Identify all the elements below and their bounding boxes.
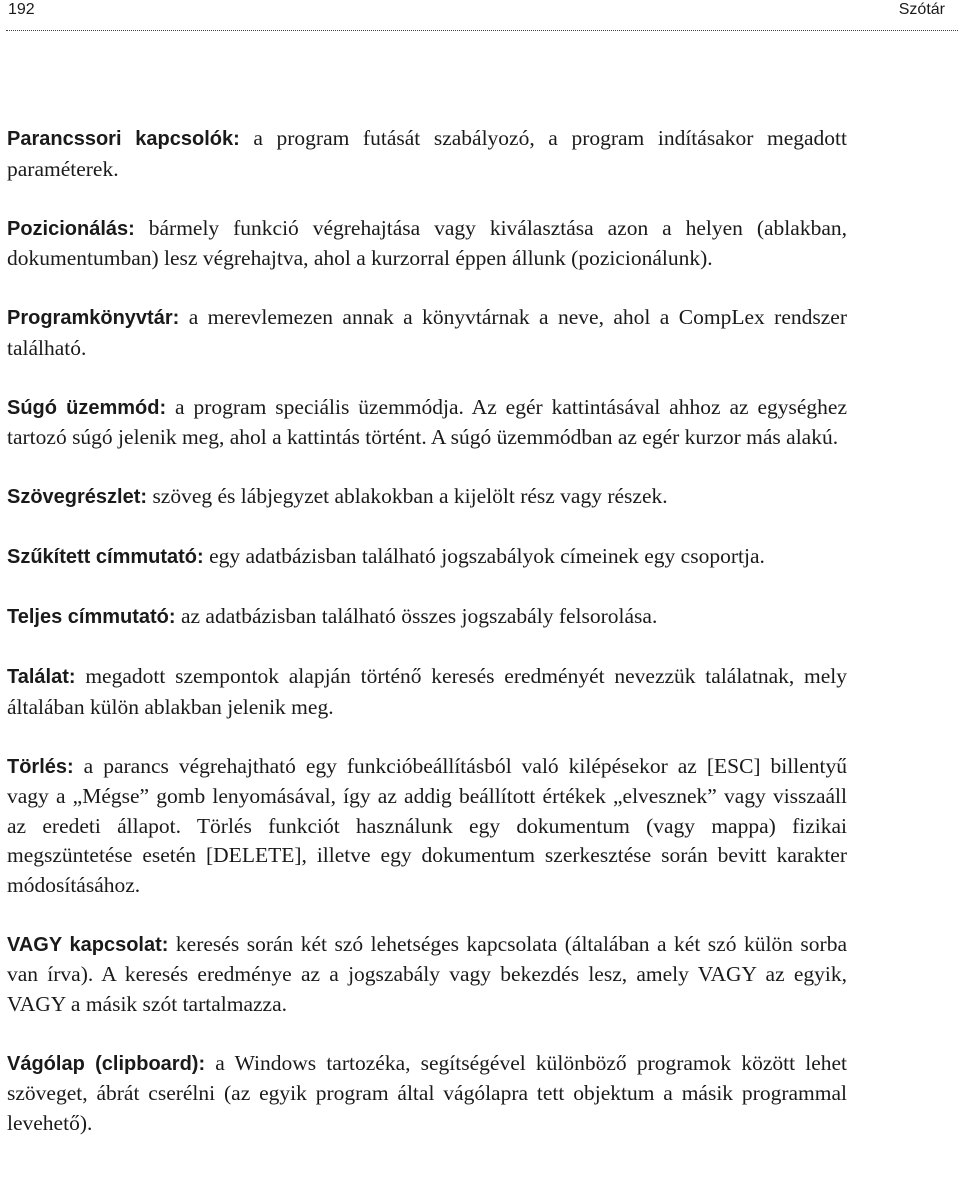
glossary-entry (7, 542, 847, 573)
entry-term: Programkönyvtár: (7, 307, 180, 329)
glossary-entry (7, 752, 847, 901)
entry-term: Vágólap (clipboard): (7, 1052, 206, 1075)
entry-definition: a parancs végrehajtható egy funkcióbeállításból való kilépésekor az [ESC] billentyű vagy a „Mégse” gomb lenyomásával, így az addig beállított értékek „elvesznek” vagy visszaáll az eredeti állapot. Törlés funkciót használunk egy dokumentum (vagy mappa) fizikai megszüntetése esetén [DELETE], illetve egy dokumentum szerkesztése során bevitt karakter módosításához. (7, 753, 847, 897)
entry-definition: az adatbázisban található összes jogszabály felsorolása. (175, 604, 658, 628)
entry-definition: keresés során két szó lehetséges kapcsolata (általában a két szó külön sorba van írva). A keresés eredménye az a jogszabály vagy bekezdés lesz, amely VAGY az egyik, VAGY a másik szót tartalmazza. (7, 931, 847, 1016)
page-header (0, 0, 960, 24)
entry-definition: megadott szempontok alapján történő keresés eredményét nevezzük találatnak, mely általában külön ablakban jelenik meg. (7, 664, 847, 719)
glossary-entry (7, 482, 847, 513)
entry-definition: egy adatbázisban található jogszabályok címeinek egy csoportja. (203, 544, 765, 568)
running-title: Szótár (898, 1, 945, 18)
entry-term: Pozicionálás: (7, 217, 135, 240)
entry-definition: a merevlemezen annak a könyvtárnak a neve, ahol a CompLex rendszer található. (7, 305, 847, 360)
entry-term: Törlés: (7, 755, 74, 778)
entry-term: VAGY kapcsolat: (7, 933, 169, 956)
glossary-entry (7, 214, 847, 274)
entry-term: Teljes címmutató: (7, 606, 176, 628)
entry-term: Szövegrészlet: (7, 486, 148, 508)
entry-term: Parancssori kapcsolók: (7, 128, 240, 150)
glossary-entries (7, 124, 847, 1168)
entry-definition: szöveg és lábjegyzet ablakokban a kijelölt rész vagy részek. (147, 484, 668, 508)
glossary-entry (7, 124, 847, 184)
page-number: 192 (8, 1, 35, 18)
glossary-entry (7, 393, 847, 453)
entry-definition: a Windows tartozéka, segítségével különböző programok között lehet szöveget, ábrát cserélni (az egyik program által vágólapra tett objektum a másik programmal levehető). (7, 1050, 847, 1135)
glossary-entry (7, 930, 847, 1020)
entry-term: Súgó üzemmód: (7, 396, 167, 419)
glossary-entry (7, 1049, 847, 1139)
glossary-entry (7, 662, 847, 722)
entry-term: Szűkített címmutató: (7, 546, 204, 568)
header-divider (6, 30, 958, 31)
entry-definition: a program speciális üzemmódja. Az egér kattintásával ahhoz az egységhez tartozó súgó jelenik meg, ahol a kattintás történt. A súgó üzemmódban az egér kurzor más alakú. (7, 394, 848, 449)
glossary-entry (7, 602, 847, 633)
glossary-entry (7, 303, 847, 363)
entry-definition: a program futását szabályozó, a program indításakor megadott paraméterek. (7, 126, 847, 181)
entry-term: Találat: (7, 666, 76, 688)
entry-definition: bármely funkció végrehajtása vagy kiválasztása azon a helyen (ablakban, dokumentumban) lesz végrehajtva, ahol a kurzorral éppen állunk (pozicionálunk). (7, 215, 847, 270)
